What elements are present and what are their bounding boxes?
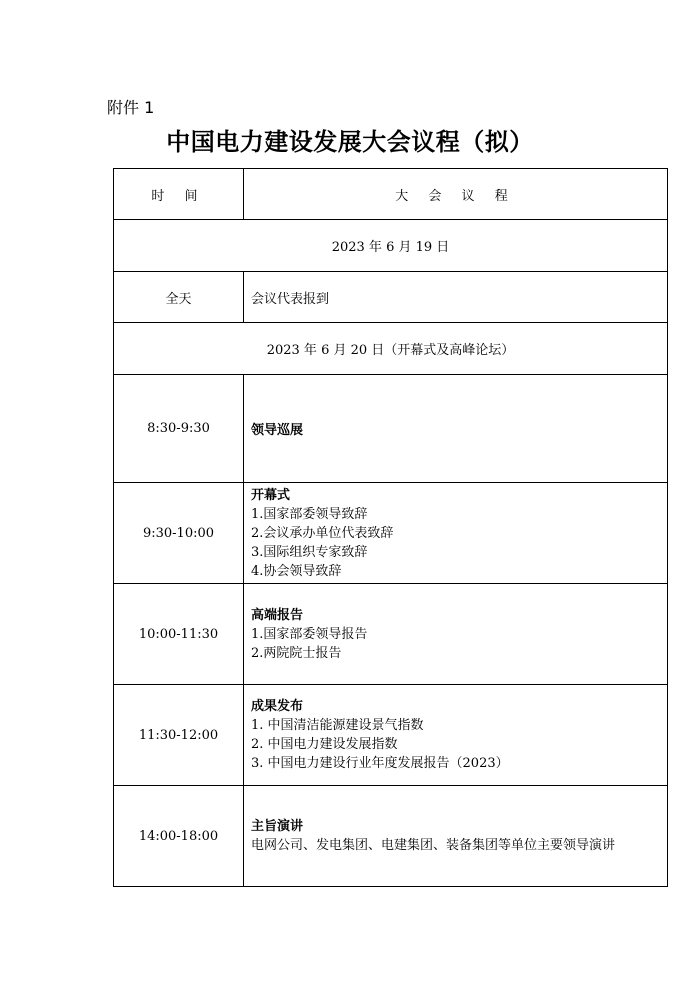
agenda-cell bbox=[244, 685, 668, 786]
agenda-item: 2.会议承办单位代表致辞 bbox=[251, 525, 394, 541]
agenda-heading: 高端报告 bbox=[251, 607, 304, 623]
table-row bbox=[114, 685, 668, 786]
agenda-cell bbox=[244, 483, 668, 584]
attachment-label: 附件 1 bbox=[107, 98, 155, 117]
time-cell: 14:00-18:00 bbox=[114, 786, 244, 887]
date-day1: 2023 年 6 月 19 日 bbox=[114, 220, 668, 272]
agenda-table bbox=[113, 168, 668, 887]
header-time: 时 间 bbox=[114, 169, 244, 220]
agenda-item: 2. 中国电力建设发展指数 bbox=[251, 737, 398, 752]
time-cell: 8:30-9:30 bbox=[114, 375, 244, 483]
agenda-item: 3. 中国电力建设行业年度发展报告（2023） bbox=[251, 756, 509, 771]
document-title: 中国电力建设发展大会议程（拟） bbox=[166, 128, 534, 156]
date-row-day2 bbox=[114, 323, 668, 375]
agenda-item: 3.国际组织专家致辞 bbox=[251, 544, 368, 560]
agenda-item: 1.国家部委领导报告 bbox=[251, 626, 368, 642]
header-agenda: 大 会 议 程 bbox=[244, 169, 668, 220]
agenda-heading: 成果发布 bbox=[251, 699, 304, 714]
time-cell: 9:30-10:00 bbox=[114, 483, 244, 584]
table-header-row bbox=[114, 169, 668, 220]
time-cell: 10:00-11:30 bbox=[114, 584, 244, 685]
agenda-item: 2.两院院士报告 bbox=[251, 645, 342, 661]
agenda-item: 1.国家部委领导致辞 bbox=[251, 506, 368, 522]
table-row bbox=[114, 272, 668, 323]
time-cell: 全天 bbox=[114, 272, 244, 323]
agenda-cell bbox=[244, 584, 668, 685]
agenda-item: 1. 中国清洁能源建设景气指数 bbox=[251, 718, 424, 733]
table-row bbox=[114, 786, 668, 887]
agenda-heading: 主旨演讲 bbox=[251, 819, 304, 834]
agenda-cell bbox=[244, 786, 668, 887]
date-day2: 2023 年 6 月 20 日（开幕式及高峰论坛） bbox=[114, 323, 668, 375]
date-row-day1 bbox=[114, 220, 668, 272]
agenda-item: 4.协会领导致辞 bbox=[251, 563, 342, 579]
table-row bbox=[114, 584, 668, 685]
table-row bbox=[114, 483, 668, 584]
agenda-cell: 领导巡展 bbox=[244, 375, 668, 483]
table-row bbox=[114, 375, 668, 483]
agenda-heading: 开幕式 bbox=[251, 487, 291, 503]
agenda-cell: 会议代表报到 bbox=[244, 272, 668, 323]
time-cell: 11:30-12:00 bbox=[114, 685, 244, 786]
agenda-item: 电网公司、发电集团、电建集团、装备集团等单位主要领导演讲 bbox=[251, 838, 616, 853]
